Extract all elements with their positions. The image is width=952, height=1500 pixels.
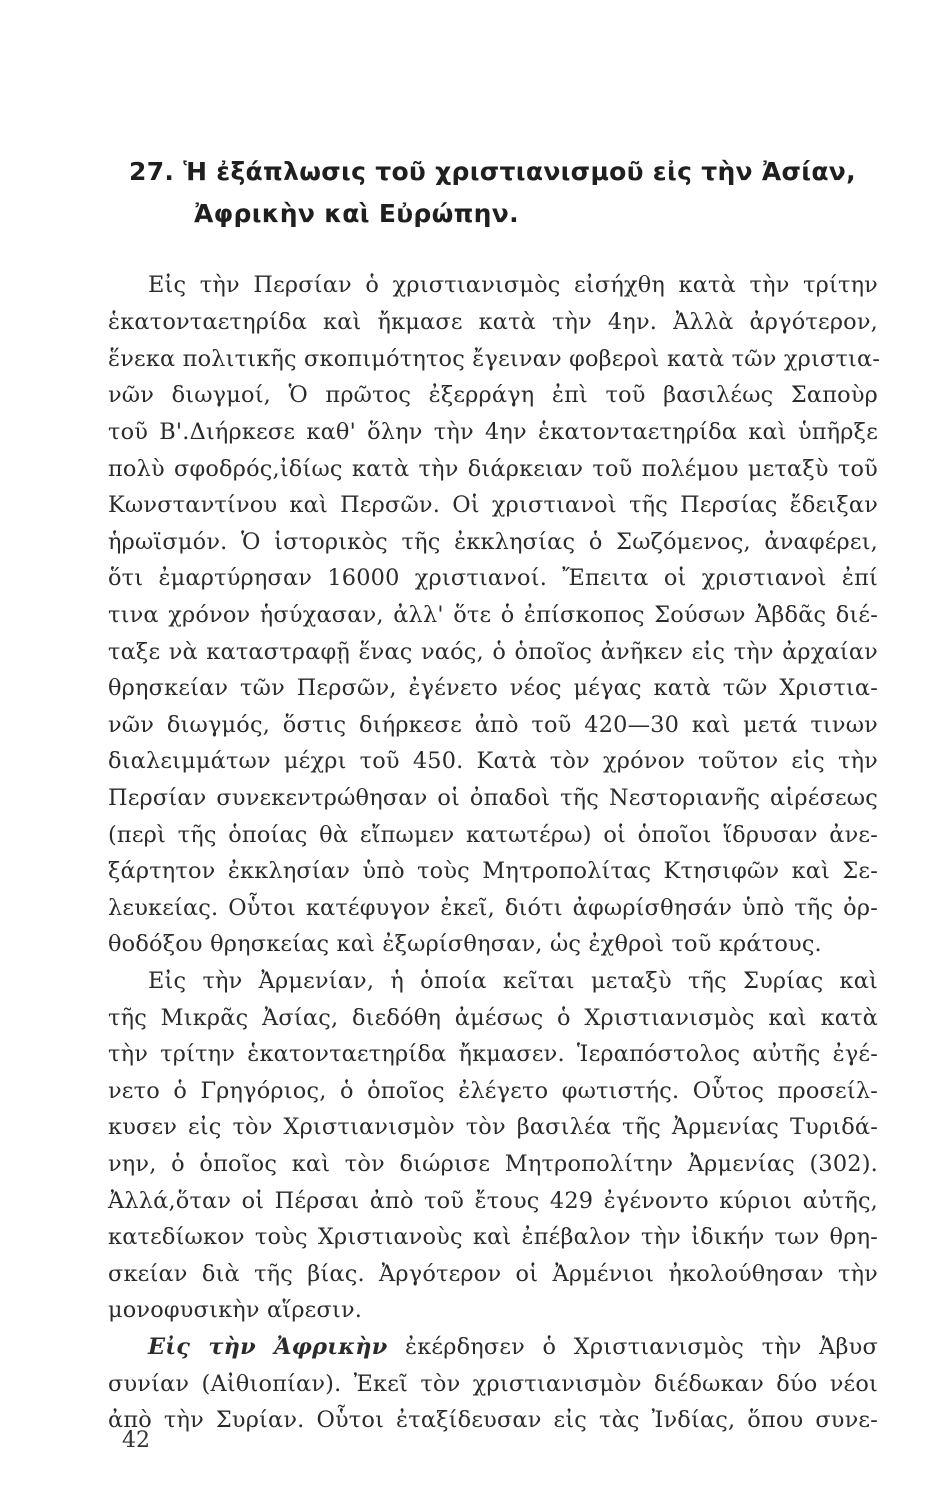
text-line: τὴν τρίτην ἑκατονταετηρίδα ἤκμασεν. Ἱεραπόστολος αὐτῆς ἐγέ- [108,1041,878,1067]
text-line: Περσίαν συνεκεντρώθησαν οἱ ὀπαδοὶ τῆς Νεστοριανῆς αἱρέσεως [108,785,878,811]
text-line: κυσεν εἰς τὸν Χριστιανισμὸν τὸν βασιλέα τῆς Ἀρμενίας Τυριδά- [108,1114,878,1140]
text-line: τοῦ Β'.Διήρκεσε καθ' ὅλην τὴν 4ην ἑκατονταετηρίδα καὶ ὑπῆρξε [108,419,878,445]
text-line: νετο ὁ Γρηγόριος, ὁ ὁποῖος ἐλέγετο φωτιστής. Οὗτος προσείλ- [108,1078,878,1104]
text-line: ἑκατονταετηρίδα καὶ ἤκμασε κατὰ τὴν 4ην. Ἀλλὰ ἀργότερον, [108,309,878,335]
text-line: θοδόξου θρησκείας καὶ ἐξωρίσθησαν, ὡς ἐχθροὶ τοῦ κράτους. [108,931,822,957]
text-line-africa [148,1329,878,1365]
text-line: ἕνεκα πολιτικῆς σκοπιμότητος ἔγειναν φοβεροὶ κατὰ τῶν χριστια- [108,346,881,372]
text-line: ταξε νὰ καταστραφῇ ἕνας ναός, ὁ ὁποῖος ἀνῆκεν εἰς τὴν ἀρχαίαν [108,639,878,665]
text-line: Εἰς τὴν Περσίαν ὁ χριστιανισμὸς εἰσήχθη κατὰ τὴν τρίτην [148,272,878,298]
text-line: τῆς Μικρᾶς Ἀσίας, διεδόθη ἀμέσως ὁ Χριστιανισμὸς καὶ κατὰ [108,1005,878,1031]
chapter-heading-line-1: 27. Ἡ ἐξάπλωσις τοῦ χριστιανισμοῦ εἰς τὴν Ἀσίαν, [129,157,856,186]
text-fragment: ἐκέρδησεν ὁ Χριστιανισμὸς τὴν Ἀβυσ [405,1334,878,1360]
text-line: ἀπὸ τὴν Συρίαν. Οὗτοι ἐταξίδευσαν εἰς τὰς Ἰνδίας, ὅπου συνε- [108,1407,878,1433]
text-line: Ἀλλά,ὅταν οἱ Πέρσαι ἀπὸ τοῦ ἔτους 429 ἐγένοντο κύριοι αὐτῆς, [108,1188,878,1214]
text-line: νῶν διωγμοί, Ὁ πρῶτος ἐξερράγη ἐπὶ τοῦ βασιλέως Σαποὺρ [108,382,878,408]
page-number: 42 [122,1428,150,1453]
text-line: τινα χρόνον ἡσύχασαν, ἀλλ' ὅτε ὁ ἐπίσκοπος Σούσων Ἀβδᾶς διέ- [108,602,878,628]
text-line: κατεδίωκον τοὺς Χριστιανοὺς καὶ ἐπέβαλον τὴν ἰδικήν των θρη- [108,1224,878,1250]
text-line: νῶν διωγμός, ὅστις διήρκεσε ἀπὸ τοῦ 420—30 καὶ μετά τινων [108,712,878,738]
text-line: νην, ὁ ὁποῖος καὶ τὸν διώρισε Μητροπολίτην Ἀρμενίας (302). [108,1151,878,1177]
text-line: σκείαν διὰ τῆς βίας. Ἀργότερον οἱ Ἀρμένιοι ἠκολούθησαν τὴν [108,1261,878,1287]
text-line: (περὶ τῆς ὁποίας θὰ εἴπωμεν κατωτέρω) οἱ ὁποῖοι ἵδρυσαν ἀνε- [108,822,878,848]
text-line: διαλειμμάτων μέχρι τοῦ 450. Κατὰ τὸν χρόνον τοῦτον εἰς τὴν [108,748,878,774]
text-line: Κωνσταντίνου καὶ Περσῶν. Οἱ χριστιανοὶ τῆς Περσίας ἔδειξαν [108,492,878,518]
chapter-heading-line-2: Ἀφρικὴν καὶ Εὐρώπην. [194,199,519,228]
text-line: ἡρωϊσμόν. Ὁ ἱστορικὸς τῆς ἐκκλησίας ὁ Σωζόμενος, ἀναφέρει, [108,529,878,555]
text-line: ὅτι ἐμαρτύρησαν 16000 χριστιανοί. Ἔπειτα οἱ χριστιανοὶ ἐπί [108,565,878,591]
text-line: συνίαν (Αἰθιοπίαν). Ἐκεῖ τὸν χριστιανισμὸν διέδωκαν δύο νέοι [108,1371,878,1397]
text-line: Εἰς τὴν Ἀρμενίαν, ἡ ὁποία κεῖται μεταξὺ τῆς Συρίας καὶ [148,968,878,994]
text-line: λευκείας. Οὗτοι κατέφυγον ἐκεῖ, διότι ἀφωρίσθησάν ὑπὸ τῆς ὀρ- [108,895,878,921]
emphasis-africa: Εἰς τὴν Ἀφρικὴν [148,1334,388,1360]
text-line: ξάρτητον ἐκκλησίαν ὑπὸ τοὺς Μητροπολίτας Κτησιφῶν καὶ Σε- [108,858,878,884]
text-line: μονοφυσικὴν αἵρεσιν. [108,1297,363,1323]
text-line: πολὺ σφοδρός,ἰδίως κατὰ τὴν διάρκειαν τοῦ πολέμου μεταξὺ τοῦ [108,456,878,482]
text-line: θρησκείαν τῶν Περσῶν, ἐγένετο νέος μέγας κατὰ τῶν Χριστια- [108,675,878,701]
